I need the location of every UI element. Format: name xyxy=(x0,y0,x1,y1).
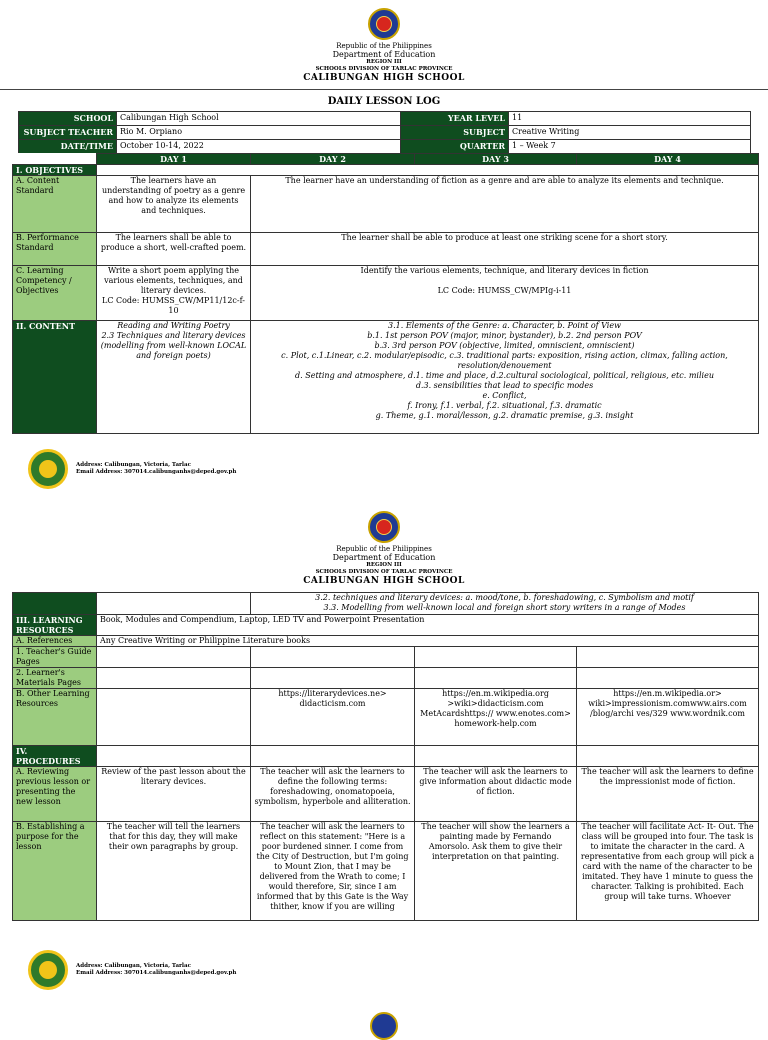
footer-address: Address: Calibungan, Victoria, Tarlac xyxy=(76,462,191,468)
day-1-header: DAY 1 xyxy=(97,154,251,165)
year-level-value: 11 xyxy=(509,112,751,126)
footer-email: Email Address: 307014.calibunganhs@deped.gov.ph xyxy=(76,970,237,976)
learners-materials-label: 2. Learner's Materials Pages xyxy=(13,668,97,689)
letterhead xyxy=(0,8,768,84)
other-resources-day3: https://en.m.wikipedia.org >wiki>didacticism.com MetAcardshttps:// www.enotes.com> homework-help.com xyxy=(415,689,577,746)
footer-page1 xyxy=(28,449,236,489)
other-resources-day2: https://literarydevices.ne> didacticism.com xyxy=(251,689,415,746)
region-text: REGION III xyxy=(366,562,402,568)
content-line: d. Setting and atmosphere, d.1. time and place, d.2.cultural sociological, political, religious, etc. milieu xyxy=(295,371,714,380)
procedures-blank-4 xyxy=(577,746,759,767)
school-name: CALIBUNGAN HIGH SCHOOL xyxy=(303,576,465,586)
procedures-blank-1 xyxy=(97,746,251,767)
date-value: October 10-14, 2022 xyxy=(117,140,401,154)
competency-day1-code: LC Code: HUMSS_CW/MP11/12c-f-10 xyxy=(102,296,245,315)
teachers-guide-day1 xyxy=(97,647,251,668)
empty-corner xyxy=(13,154,97,165)
quarter-label: QUARTER xyxy=(401,140,509,154)
lesson-table-page1 xyxy=(12,153,759,434)
day-2-header: DAY 2 xyxy=(251,154,415,165)
content-line: 3.2. techniques and literary devices: a. mood/tone, b. foreshadowing, c. Symbolism and motif xyxy=(315,593,694,602)
subject-value: Creative Writing xyxy=(509,126,751,140)
learners-materials-day1 xyxy=(97,668,251,689)
procedures-heading: IV. PROCEDURES xyxy=(13,746,97,767)
day-4-header: DAY 4 xyxy=(577,154,759,165)
procedures-blank-3 xyxy=(415,746,577,767)
republic-text: Republic of the Philippines xyxy=(336,545,432,553)
references-label: A. References xyxy=(13,636,97,647)
department-text: Department of Education xyxy=(332,553,436,562)
teachers-guide-day2 xyxy=(251,647,415,668)
school-seal-icon xyxy=(28,950,68,990)
school-seal-icon xyxy=(28,449,68,489)
teacher-label: SUBJECT TEACHER xyxy=(19,126,117,140)
purpose-label: B. Establishing a purpose for the lesson xyxy=(13,822,97,921)
division-text: SCHOOLS DIVISION OF TARLAC PROVINCE xyxy=(315,66,453,72)
learners-materials-day4 xyxy=(577,668,759,689)
teachers-guide-label: 1. Teacher's Guide Pages xyxy=(13,647,97,668)
page-1 xyxy=(0,0,768,495)
purpose-day1: The teacher will tell the learners that for this day, they will make their own paragraphs by group. xyxy=(97,822,251,921)
reviewing-day4: The teacher will ask the learners to define the impressionist mode of fiction. xyxy=(577,767,759,822)
date-label: DATE/TIME xyxy=(19,140,117,154)
resources-heading: III. LEARNING RESOURCES xyxy=(13,615,97,636)
content-line: g. Theme, g.1. moral/lesson, g.2. dramatic premise, g.3. insight xyxy=(375,411,634,420)
content-continued-rest xyxy=(251,593,759,615)
footer-contact xyxy=(76,462,236,476)
reviewing-day2: The teacher will ask the learners to define the following terms: foreshadowing, onomatopoeia, symbolism, hyperbole and alliteration. xyxy=(251,767,415,822)
header-divider xyxy=(0,89,768,90)
footer-address: Address: Calibungan, Victoria, Tarlac xyxy=(76,963,191,969)
lesson-table-page2 xyxy=(12,592,759,921)
page-2 xyxy=(0,505,768,1024)
competency-rest xyxy=(251,266,759,321)
other-resources-day4: https://en.m.wikipedia.or> wiki>impressionism.comwww.airs.com /blog/archi ves/329 www.wordnik.com xyxy=(577,689,759,746)
content-line: f. Irony, f.1. verbal, f.2. situational, f.3. dramatic xyxy=(407,401,602,410)
region-text: REGION III xyxy=(366,59,402,65)
school-name: CALIBUNGAN HIGH SCHOOL xyxy=(303,73,465,83)
school-label: SCHOOL xyxy=(19,112,117,126)
content-continued-side xyxy=(13,593,97,615)
performance-standard-label: B. Performance Standard xyxy=(13,233,97,266)
content-line: 3.3. Modelling from well-known local and foreign short story writers in a range of Modes xyxy=(323,603,686,612)
competency-day1 xyxy=(97,266,251,321)
footer-page2 xyxy=(28,950,236,990)
footer-contact xyxy=(76,963,236,977)
footer-email: Email Address: 307014.calibunganhs@deped.gov.ph xyxy=(76,469,237,475)
reviewing-day3: The teacher will ask the learners to give information about didactic mode of fiction. xyxy=(415,767,577,822)
performance-standard-day1: The learners shall be able to produce a short, well-crafted poem. xyxy=(97,233,251,266)
learners-materials-day2 xyxy=(251,668,415,689)
deped-seal-icon xyxy=(368,8,400,40)
content-day1-line1: Reading and Writing Poetry xyxy=(117,321,230,330)
content-rest xyxy=(251,321,759,434)
learners-materials-day3 xyxy=(415,668,577,689)
content-line: b.1. 1st person POV (major, minor, bystander), b.2. 2nd person POV xyxy=(367,331,642,340)
content-continued-day1 xyxy=(97,593,251,615)
procedures-blank-2 xyxy=(251,746,415,767)
content-standard-day1: The learners have an understanding of poetry as a genre and how to analyze its elements and techniques. xyxy=(97,176,251,233)
content-line: 3.1. Elements of the Genre: a. Character, b. Point of View xyxy=(388,321,621,330)
document-title: DAILY LESSON LOG xyxy=(327,96,441,107)
content-standard-label: A. Content Standard xyxy=(13,176,97,233)
letterhead xyxy=(0,511,768,587)
other-resources-label: B. Other Learning Resources xyxy=(13,689,97,746)
purpose-day4: The teacher will facilitate Act- It- Out. The class will be grouped into four. The task is to imitate the character in the card. A representative from each group will pick a card with the name of the character to be imitated. They have 1 minute to guess the character. Talking is prohibited. Each group will take turns. Whoever xyxy=(577,822,759,921)
subject-label: SUBJECT xyxy=(401,126,509,140)
department-text: Department of Education xyxy=(332,50,436,59)
purpose-day3: The teacher will show the learners a painting made by Fernando Amorsolo. Ask them to give their interpretation on that painting. xyxy=(415,822,577,921)
republic-text: Republic of the Philippines xyxy=(336,42,432,50)
competency-label: C. Learning Competency / Objectives xyxy=(13,266,97,321)
competency-rest-text: Identify the various elements, technique, and literary devices in fiction xyxy=(360,266,649,275)
division-text: SCHOOLS DIVISION OF TARLAC PROVINCE xyxy=(315,569,453,575)
references-value: Any Creative Writing or Philippine Literature books xyxy=(97,636,759,647)
objectives-heading-blank xyxy=(97,165,759,176)
reviewing-day1: Review of the past lesson about the literary devices. xyxy=(97,767,251,822)
year-level-label: YEAR LEVEL xyxy=(401,112,509,126)
content-standard-rest: The learner have an understanding of fiction as a genre and are able to analyze its elements and technique. xyxy=(251,176,759,233)
quarter-value: 1 – Week 7 xyxy=(509,140,751,154)
teacher-value: Rio M. Orpiano xyxy=(117,126,401,140)
deped-seal-icon xyxy=(370,1012,398,1040)
content-day1 xyxy=(97,321,251,434)
reviewing-label: A. Reviewing previous lesson or presenting the new lesson xyxy=(13,767,97,822)
content-line: c. Plot, c.1.Linear, c.2. modular/episodic, c.3. traditional parts: exposition, rising action, climax, falling action, resolution/denouement xyxy=(281,351,728,370)
content-line: b.3. 3rd person POV (objective, limited, omniscient, omniscient) xyxy=(374,341,635,350)
school-value: Calibungan High School xyxy=(117,112,401,126)
info-table xyxy=(18,111,751,154)
content-day1-line2: 2.3 Techniques and literary devices (modelling from well-known LOCAL and foreign poets) xyxy=(100,331,247,360)
deped-seal-icon xyxy=(368,511,400,543)
performance-standard-rest: The learner shall be able to produce at least one striking scene for a short story. xyxy=(251,233,759,266)
other-resources-day1 xyxy=(97,689,251,746)
teachers-guide-day4 xyxy=(577,647,759,668)
competency-rest-code: LC Code: HUMSS_CW/MPIg-i-11 xyxy=(437,286,572,295)
day-3-header: DAY 3 xyxy=(415,154,577,165)
competency-day1-text: Write a short poem applying the various elements, techniques, and literary devices. xyxy=(104,266,243,295)
content-line: e. Conflict, xyxy=(482,391,527,400)
purpose-day2: The teacher will ask the learners to reflect on this statement: "Here is a poor burdened sinner. I come from the City of Destruction, but I'm going to Mount Zion, that I may be delivered from the Wrath to come; I would therefore, Sir, since I am informed that by this Gate is the Way thither, know if you are willing xyxy=(251,822,415,921)
content-line: d.3. sensibilities that lead to specific modes xyxy=(415,381,594,390)
teachers-guide-day3 xyxy=(415,647,577,668)
content-heading: II. CONTENT xyxy=(13,321,97,434)
resources-materials: Book, Modules and Compendium, Laptop, LED TV and Powerpoint Presentation xyxy=(97,615,759,636)
objectives-heading: I. OBJECTIVES xyxy=(13,165,97,176)
